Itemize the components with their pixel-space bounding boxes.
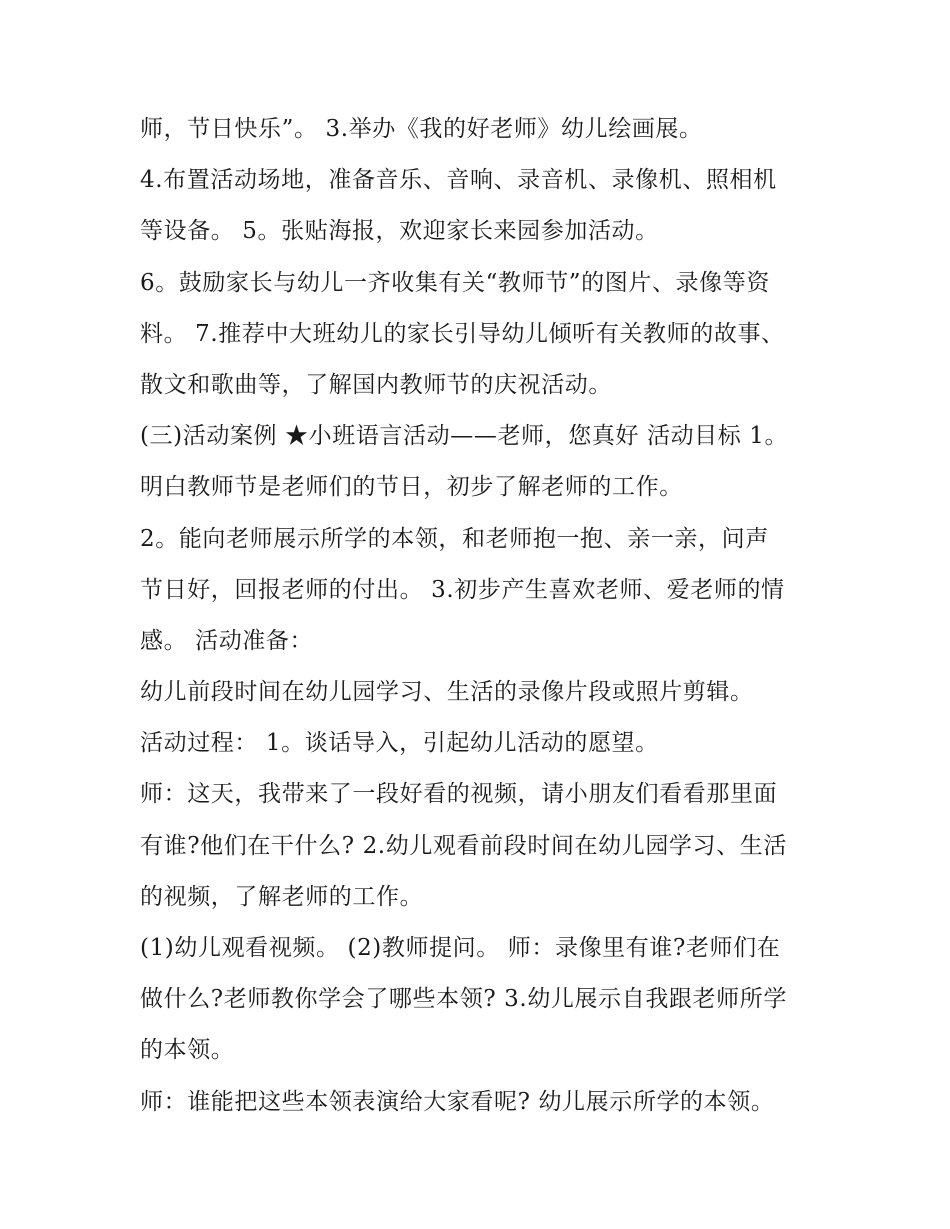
text-line: 6。鼓励家长与幼儿一齐收集有关“教师节”的图片、录像等资 <box>140 269 770 296</box>
text-line: 活动过程： 1。谈话导入，引起幼儿活动的愿望。 <box>140 730 659 757</box>
text-line: 师，节日快乐”。 3.举办《我的好老师》幼儿绘画展。 <box>140 116 703 142</box>
text-line: 料。 7.推荐中大班幼儿的家长引导幼儿倾听有关教师的故事、 <box>140 320 785 347</box>
text-line: 明白教师节是老师们的节日，初步了解老师的工作。 <box>140 474 683 501</box>
text-line: 等设备。 5。张贴海报，欢迎家长来园参加活动。 <box>140 218 659 245</box>
text-line: 师：谁能把这些本领表演给大家看呢? 幼儿展示所学的本领。 <box>140 1088 775 1115</box>
text-line: 散文和歌曲等，了解国内教师节的庆祝活动。 <box>140 371 612 398</box>
document-body <box>140 108 820 1132</box>
text-line: 4.布置活动场地，准备音乐、音响、录音机、录像机、照相机 <box>140 167 777 194</box>
text-line: 感。 活动准备： <box>140 627 314 654</box>
text-line: 师：这天，我带来了一段好看的视频，请小朋友们看看那里面 <box>140 781 778 808</box>
text-line: 节日好，回报老师的付出。 3.初步产生喜欢老师、爱老师的情 <box>140 576 785 603</box>
text-line: (三)活动案例 ★小班语言活动——老师，您真好 活动目标 1。 <box>140 423 789 450</box>
text-line: 幼儿前段时间在幼儿园学习、生活的录像片段或照片剪辑。 <box>140 679 754 706</box>
text-line: (1)幼儿观看视频。 (2)教师提问。 师：录像里有谁?老师们在 <box>140 935 781 961</box>
text-line: 有谁?他们在干什么? 2.幼儿观看前段时间在幼儿园学习、生活 <box>140 832 787 859</box>
text-line: 的视频，了解老师的工作。 <box>140 883 424 910</box>
text-line: 做什么?老师教你学会了哪些本领? 3.幼儿展示自我跟老师所学 <box>140 986 787 1013</box>
text-line: 2。能向老师展示所学的本领，和老师抱一抱、亲一亲，问声 <box>140 525 769 552</box>
text-line: 的本领。 <box>140 1037 235 1064</box>
